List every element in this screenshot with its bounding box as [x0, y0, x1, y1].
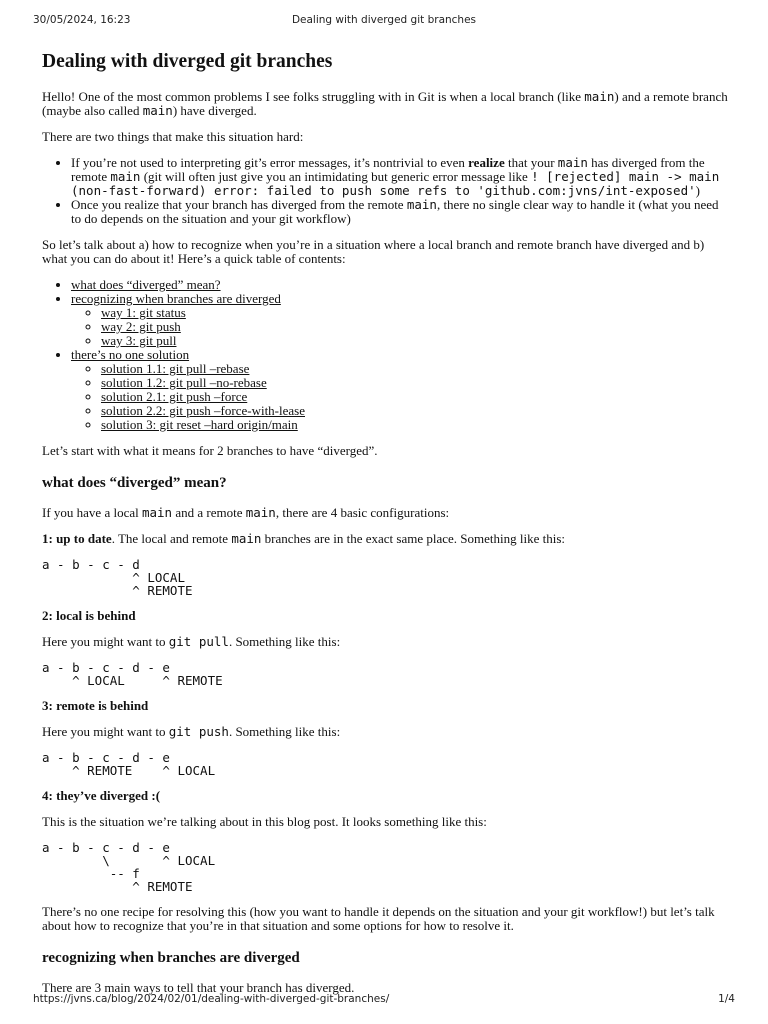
toc-link-way-2[interactable]: way 2: git push	[101, 319, 181, 334]
text: and a remote	[172, 505, 246, 520]
inline-code: main	[245, 505, 276, 520]
diagram-local-behind: a - b - c - d - e ^ LOCAL ^ REMOTE	[42, 660, 223, 688]
config-label: 3: remote is behind	[42, 698, 149, 713]
intro-text: ) and a remote branch (maybe also called	[42, 89, 728, 118]
text: that your	[504, 155, 558, 170]
inline-code: main	[406, 197, 437, 212]
config4-paragraph: This is the situation we’re talking about in this blog post. It looks something like this:	[42, 814, 487, 829]
text: Once you realize that your branch has diverged from the remote	[71, 197, 407, 212]
print-title: Dealing with diverged git branches	[291, 14, 477, 26]
toc-item	[71, 292, 728, 348]
toc-link-recognizing[interactable]: recognizing when branches are diverged	[71, 291, 281, 306]
text: . Something like this:	[228, 634, 341, 649]
hard-list	[42, 156, 728, 226]
inline-code: main	[584, 89, 615, 104]
text: (git will often just give you an intimidating but generic error message like	[140, 169, 532, 184]
article-title: Dealing with diverged git branches	[42, 51, 333, 72]
bold-text: realize	[468, 155, 505, 170]
inline-code: git push	[168, 724, 229, 739]
toc-subitem	[101, 334, 728, 348]
config2-paragraph	[42, 635, 728, 649]
text: )	[695, 183, 700, 198]
inline-code: main	[142, 103, 173, 118]
text: has diverged from the remote	[71, 155, 705, 184]
hard-list-item	[71, 198, 728, 226]
print-date: 30/05/2024, 16:23	[33, 14, 131, 26]
inline-code: main	[231, 531, 262, 546]
toc-item	[71, 278, 728, 292]
config-label: 1: up to date	[42, 531, 112, 546]
diagram-diverged: a - b - c - d - e \ ^ LOCAL -- f ^ REMOTE	[42, 840, 216, 894]
print-header	[33, 14, 735, 30]
inline-code: main	[557, 155, 588, 170]
config3-paragraph	[42, 725, 728, 739]
config-label: 2: local is behind	[42, 608, 136, 623]
intro-paragraph	[42, 90, 728, 118]
section2-intro: There are 3 main ways to tell that your branch has diverged.	[42, 980, 355, 995]
text: branches are in the exact same place. Something like this:	[261, 531, 566, 546]
text: Here you might want to	[42, 634, 169, 649]
error-message-code: ! [rejected] main -> main (non-fast-forward) error: failed to push some refs to 'github.com:jvns/int-exposed'	[71, 169, 720, 198]
section-heading-diverged: what does “diverged” mean?	[42, 475, 227, 491]
text: , there no single clear way to handle it (what you need to do depends on the situation and your git workflow)	[71, 197, 719, 226]
diagram-remote-behind: a - b - c - d - e ^ REMOTE ^ LOCAL	[42, 750, 216, 778]
config1-paragraph	[42, 532, 728, 546]
toc-link-solution-3[interactable]: solution 3: git reset –hard origin/main	[101, 417, 298, 432]
toc-subitem	[101, 362, 728, 376]
text: If you have a local	[42, 505, 142, 520]
toc-subitem	[101, 320, 728, 334]
text: , there are 4 basic configurations:	[275, 505, 450, 520]
config-label: 4: they’ve diverged :(	[42, 788, 161, 803]
toc-subitem	[101, 404, 728, 418]
section1-outro: There’s no one recipe for resolving this (how you want to handle it depends on the situation and your git workflow!) but let’s talk about how to recognize that you’re in that situation and some options for how to resolve it.	[42, 904, 715, 933]
print-url: https://jvns.ca/blog/2024/02/01/dealing-with-diverged-git-branches/	[33, 993, 390, 1005]
toc-link-solution-1-1[interactable]: solution 1.1: git pull –rebase	[101, 361, 250, 376]
toc-link-way-3[interactable]: way 3: git pull	[101, 333, 177, 348]
inline-code: main	[110, 169, 141, 184]
toc-subitem	[101, 306, 728, 320]
toc-item	[71, 348, 728, 432]
section-heading-recognizing: recognizing when branches are diverged	[42, 950, 300, 966]
text: . The local and remote	[111, 531, 232, 546]
toc-subitem	[101, 418, 728, 432]
inline-code: git pull	[168, 634, 229, 649]
intro-text: Hello! One of the most common problems I see folks struggling with in Git is when a local branch (like	[42, 89, 585, 104]
page-number: 1/4	[718, 993, 735, 1005]
toc-link-solution-2-2[interactable]: solution 2.2: git push –force-with-lease	[101, 403, 305, 418]
text: Here you might want to	[42, 724, 169, 739]
config2-label-paragraph	[42, 609, 728, 623]
section1-intro	[42, 506, 728, 520]
text: . Something like this:	[228, 724, 341, 739]
inline-code: main	[141, 505, 173, 520]
toc-sublist	[71, 362, 728, 432]
diagram-up-to-date: a - b - c - d ^ LOCAL ^ REMOTE	[42, 557, 193, 598]
toc-link-way-1[interactable]: way 1: git status	[101, 305, 186, 320]
toc-sublist	[71, 306, 728, 348]
article	[42, 44, 728, 1007]
toc-intro: So let’s talk about a) how to recognize when you’re in a situation where a local branch and remote branch have diverged and b) what you can do about it! Here’s a quick table of contents:	[42, 237, 705, 266]
intro-text: ) have diverged.	[172, 103, 257, 118]
print-footer	[33, 993, 735, 1009]
toc-link-what-diverged[interactable]: what does “diverged” mean?	[71, 277, 221, 292]
toc-link-solution-1-2[interactable]: solution 1.2: git pull –no-rebase	[101, 375, 267, 390]
config4-label-paragraph	[42, 789, 728, 803]
toc-subitem	[101, 390, 728, 404]
toc-subitem	[101, 376, 728, 390]
text: If you’re not used to interpreting git’s error messages, it’s nontrivial to even	[71, 155, 469, 170]
table-of-contents	[42, 278, 728, 432]
hard-list-item	[71, 156, 728, 198]
toc-link-solution-2-1[interactable]: solution 2.1: git push –force	[101, 389, 248, 404]
config3-label-paragraph	[42, 699, 728, 713]
start-paragraph: Let’s start with what it means for 2 branches to have “diverged”.	[42, 443, 378, 458]
hard-intro: There are two things that make this situation hard:	[42, 129, 304, 144]
toc-link-no-one-solution[interactable]: there’s no one solution	[71, 347, 190, 362]
